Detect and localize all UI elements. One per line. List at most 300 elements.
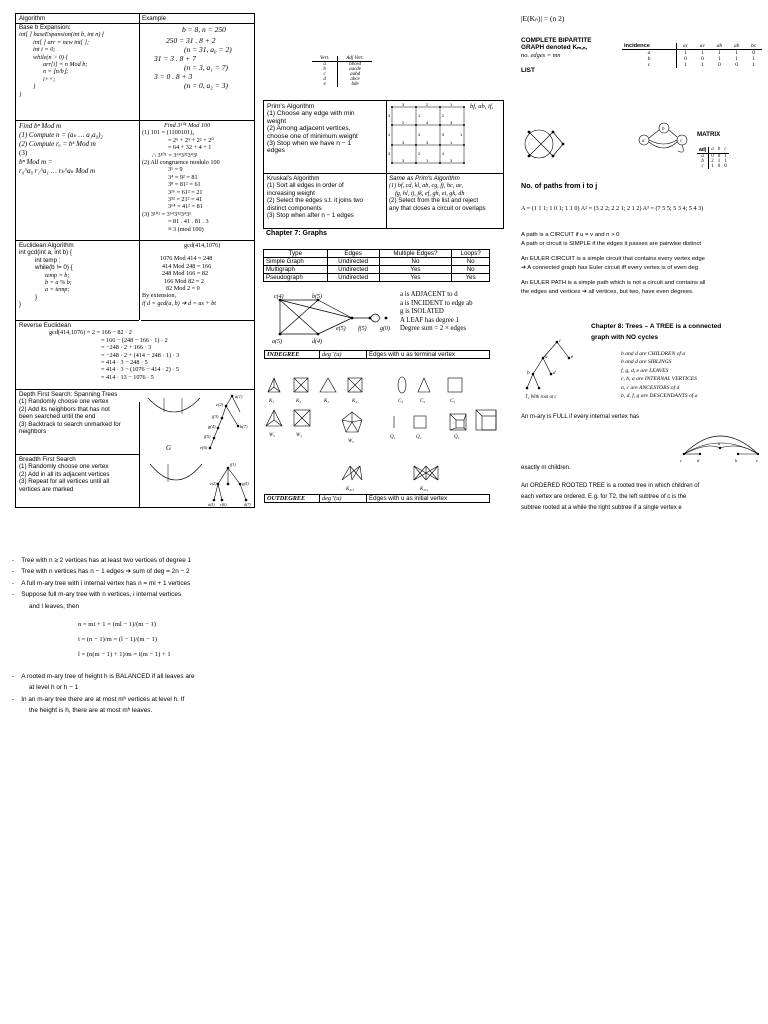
svg-text:a: a — [545, 355, 548, 360]
incidence-cell: 0 — [718, 62, 721, 68]
base-b-example — [154, 24, 254, 90]
dfs-title: Depth First Search: Spanning Trees — [19, 391, 118, 398]
col-example: Example — [142, 15, 167, 22]
base-b-title: Base b Expansion: — [19, 24, 71, 31]
formula-line: n = mi + 1 = (ml − 1)/(m − 1) — [78, 621, 156, 628]
example-line: gcd(414,1076) — [184, 242, 221, 249]
edge-count-formula: |E(Kₙ)| = (n 2) — [521, 14, 565, 23]
step-line: (2) Select the edges s.t. it joins two — [267, 197, 363, 205]
definition-line: A path or circuit is SIMPLE if the edges it passes are pairwise distinct — [521, 241, 702, 247]
step-line: (2) Add in all its adjacent vertices — [19, 470, 110, 478]
svg-text:e(2): e(2) — [216, 402, 224, 407]
fact-line: b and d are SIBLINGS — [621, 359, 672, 366]
svg-text:f(5): f(5) — [204, 434, 211, 439]
graph-name: K₃ — [324, 399, 330, 404]
adj-cell: aacde — [349, 67, 362, 72]
mst-box — [263, 100, 504, 229]
matrix-cell: 0 — [717, 164, 721, 169]
bipartite-diagram — [521, 122, 567, 170]
example-line: 166 Mod 82 = 2 — [164, 277, 204, 285]
paths-title: No. of paths from i to j — [521, 181, 598, 190]
bipartite-title: COMPLETE BIPARTITE — [521, 37, 592, 44]
bipartite-graph-line: GRAPH denoted Kₘ,ₙ, — [521, 44, 588, 52]
rev-line: = 166 − (248 − 166 · 1) · 2 — [101, 336, 168, 344]
step-line: (1) Sort all edges in order of — [267, 182, 344, 190]
bullet-text: at level h or h − 1 — [29, 684, 79, 692]
matrix-cell: 1 — [717, 159, 721, 164]
code-line: i++; — [43, 75, 56, 83]
code-line: n = ⌊n/b⌋; — [43, 68, 69, 76]
cell: Yes — [452, 274, 490, 282]
step-line: any that closes a circuit or overlaps — [389, 204, 486, 212]
example-line: (1) 101 = (1100101)₂ — [142, 129, 195, 137]
col-algorithm: Algorithm — [19, 15, 46, 22]
fact-line: f, g, d, e are LEAVES — [621, 367, 669, 374]
tree-formulas — [78, 617, 171, 662]
code-line: } — [19, 301, 22, 309]
code-line: arr[i] = n Mod b; — [43, 61, 88, 69]
dfs-graph-diagram — [144, 392, 252, 456]
adj-cell: bbced — [349, 62, 362, 67]
graph-name: W₃ — [269, 433, 275, 438]
incidence-header: ab — [711, 43, 728, 50]
example-line: 31 = 3 . 8 + 7 — [154, 54, 196, 63]
adjacency-matrix-table — [697, 147, 729, 169]
svg-text:2: 2 — [442, 113, 445, 118]
cell: Yes — [379, 266, 452, 274]
graph-name: C₄ — [420, 399, 426, 404]
example-line: 414 Mod 248 = 166 — [162, 262, 212, 270]
svg-text:b: b — [527, 371, 530, 376]
formula-line: l = (n(m − 1) + 1)/m = i(m − 1) + 1 — [78, 651, 171, 658]
step-line: weight — [267, 117, 287, 125]
bfs-section — [19, 456, 139, 493]
example-line: = 2⁶ + 2⁵ + 2² + 2⁰ — [168, 136, 214, 144]
fact-line: Degree sum = 2 × edges — [400, 325, 466, 333]
graph-name: K₂,₃ — [346, 487, 355, 492]
example-line: 248 Mod 166 = 82 — [162, 270, 209, 278]
vertex-label: e(5) — [336, 326, 346, 332]
example-line: 3⁸ = 81² = 61 — [168, 181, 201, 189]
tree-bullets-2 — [12, 671, 272, 717]
adjacency-list-table — [312, 56, 372, 87]
step-line: increasing weight — [267, 189, 315, 197]
svg-text:1: 1 — [460, 132, 463, 137]
graph-name: W₄ — [296, 433, 302, 438]
svg-text:e: e — [756, 458, 759, 463]
matrix-cell: a — [697, 154, 709, 160]
tree-bullets — [12, 555, 272, 612]
svg-text:3: 3 — [402, 103, 405, 107]
adj-cell: a — [312, 62, 338, 68]
svg-text:5: 5 — [442, 132, 445, 137]
adj-cell: c — [312, 72, 338, 77]
graph-name: C₃ — [398, 399, 404, 404]
cell: No — [452, 258, 490, 266]
definition-line: ➔ A connected graph has Euler circuit iff every vertex is of even deg — [521, 265, 699, 271]
incidence-cell: 1 — [735, 56, 739, 62]
vertex-label: f(5) — [358, 326, 367, 332]
step-line: r₀^a₀ r₁^a₁ … rₖ^aₖ Mod m — [19, 167, 96, 175]
example-line: = 81 . 41 . 81 . 3 — [168, 218, 209, 226]
svg-text:1: 1 — [426, 158, 429, 163]
rev-line: = −248 · 2 + (414 − 248 · 1) · 3 — [101, 351, 180, 359]
header-cell: Loops? — [452, 250, 490, 258]
bullet-text: In an m-ary tree there are at most mʰ vertices at level h. If — [21, 695, 185, 703]
svg-text:g(4): g(4) — [242, 481, 249, 486]
example-line: (3) 3¹⁰¹ = 3⁶⁴3³²3⁴3¹ — [142, 210, 192, 218]
svg-text:3: 3 — [450, 120, 453, 125]
incidence-cell: 1 — [701, 50, 704, 56]
modexp-title: Find bⁿ Mod m — [19, 122, 62, 130]
step-line: vertices are marked — [19, 485, 74, 493]
adj-cell: bde — [351, 82, 359, 87]
reverse-euclid-section — [19, 322, 251, 381]
chapter8-heading — [591, 321, 721, 343]
rev-line: = 414 · 3 − (1076 − 414 · 2) · 5 — [101, 366, 180, 374]
example-line: (n = 0, a₂ = 3) — [184, 81, 228, 90]
svg-text:3: 3 — [402, 140, 405, 145]
svg-text:3: 3 — [388, 113, 391, 118]
fact-line: b, d, f, g are DESCENDANTS of a — [621, 393, 698, 400]
ordered-line: each vertex are ordered. E.g. for T2, the left subtree of c is the — [521, 494, 687, 500]
step-line: (2) Among adjacent vertices, — [267, 125, 351, 133]
svg-text:3: 3 — [426, 140, 429, 145]
example-line: 3¹⁶ = 61² = 21 — [168, 188, 203, 196]
bfs-graph-diagram — [146, 458, 254, 508]
directed-multigraph-diagram — [630, 118, 694, 158]
same-title: Same as Prim's Algorithm — [389, 175, 460, 182]
graph-facts — [400, 291, 473, 334]
fact-line: a is ADJACENT to d — [400, 291, 458, 298]
step-line: (1) Compute n = (aₖ … a₁a₀)₂ — [19, 131, 103, 139]
example-line: ∴ 3¹⁰¹ = 3⁶⁴3³²3⁴3¹ — [152, 151, 198, 159]
svg-text:g(4): g(4) — [208, 424, 216, 429]
prim-title: Prim's Algorithm — [267, 103, 315, 110]
matrix-cell: 1 — [724, 159, 727, 164]
same-as-prim-section — [389, 175, 503, 212]
incidence-header: ac — [677, 43, 695, 50]
vertex-label: b(5) — [312, 294, 322, 300]
graph-name: Q₂ — [416, 435, 422, 440]
code-line: int i = 0; — [33, 46, 56, 54]
cell: No — [379, 258, 452, 266]
euclid-example — [142, 242, 254, 307]
svg-text:2: 2 — [402, 120, 405, 125]
matrix-header: b — [717, 147, 721, 152]
svg-text:1: 1 — [450, 140, 453, 145]
mary-full-line2: exactly m children. — [521, 465, 571, 471]
adj-cell: abce — [350, 77, 360, 82]
matrix-header: adj — [697, 147, 709, 154]
fact-line: a, c are ANCESTORS of d — [621, 384, 680, 391]
incidence-cell: c — [622, 62, 677, 68]
step-line: been searched until the end — [19, 413, 96, 421]
dfs-section — [19, 391, 139, 435]
ordered-line: An ORDERED ROOTED TREE is a rooted tree in which children of — [521, 483, 700, 489]
code-line: } — [19, 90, 22, 98]
code-line: while(b != 0) { — [35, 264, 73, 272]
bullet-text: A rooted m-ary tree of height h is BALANCED if all leaves are — [21, 673, 195, 680]
svg-text:b: b — [735, 458, 738, 463]
code-line: int gcd(int a, int b) { — [19, 249, 72, 257]
svg-text:e: e — [571, 355, 574, 360]
incidence-header: bc — [745, 43, 762, 50]
cell: Multigraph — [264, 266, 328, 274]
outdegree-symbol: deg⁺(u) — [320, 495, 367, 503]
adj-cell: aabd — [350, 72, 361, 77]
step-line: (3) Stop when we have n − 1 — [267, 140, 352, 148]
bullet-text: the height is h, there are at most mʰ leaves. — [29, 707, 153, 715]
mary-full-line1: An m-ary is FULL if every internal vertex has — [521, 414, 640, 420]
kruskal-section — [267, 175, 385, 219]
indegree-desc: Edges with u as terminal vertex — [367, 351, 490, 359]
fact-line: a is INCIDENT to edge ab — [400, 299, 473, 307]
bullet-item: - Suppose full m-ary tree with n vertices, i internal vertices — [12, 591, 182, 599]
vertex-label: g(0) — [380, 326, 390, 332]
svg-text:c: c — [680, 139, 683, 144]
header-cell: Multiple Edges? — [379, 250, 452, 258]
incidence-header: ab — [728, 43, 745, 50]
cell: No — [452, 266, 490, 274]
incidence-header: ac — [694, 43, 711, 50]
step-line: bⁿ Mod m = — [19, 158, 53, 166]
tree-caption: T₂ With root at c — [525, 395, 557, 400]
incidence-cell: 0 — [752, 50, 756, 56]
bullet-item: - A full m-ary tree with i internal vertex has n = mi + 1 vertices — [12, 579, 191, 587]
incidence-cell: 1 — [752, 56, 756, 62]
svg-text:c: c — [559, 339, 562, 344]
rev-line: = 414 · 3 − 248 · 5 — [101, 359, 148, 367]
example-line: if d = gcd(a, b) ➔ d = as + bt — [142, 299, 216, 307]
adj-cell: b — [312, 67, 338, 72]
svg-text:3: 3 — [450, 158, 453, 163]
matrix-cell: b — [697, 159, 709, 164]
step-line: distinct components — [267, 204, 322, 212]
example-line: By extension, — [142, 292, 177, 300]
base-b-section — [19, 24, 137, 98]
mary-tree-diagram — [680, 418, 764, 466]
step-line: choose one of minimum weight — [267, 132, 358, 140]
incidence-cell: 1 — [684, 62, 687, 68]
example-line: (n = 31, a₀ = 2) — [184, 45, 232, 54]
definition-line: An EULER PATH is a simple path which is not a circuit and contains all — [521, 280, 706, 286]
cell: Pseudograph — [264, 274, 328, 282]
matrix-cell: 1 — [711, 164, 714, 169]
step-line: (2) Add its neighbors that has not — [19, 405, 110, 413]
step-line: (1) Choose any edge with min — [267, 110, 355, 118]
definition-line: An EULER CIRCUIT is a simple circuit that contains every vertex edge — [521, 256, 705, 262]
rev-line: = −248 · 2 + 166 · 3 — [101, 344, 152, 352]
step-line: (1) bf, cd, kl, ab, cg, fj, bc, ae, — [389, 182, 464, 190]
step-line: (1) Randomly choose one vertex — [19, 398, 109, 406]
bipartite-section — [521, 37, 592, 75]
rev-line: gcd(414,1076) = 2 = 166 − 82 · 2 — [49, 329, 132, 337]
incidence-cell: a — [622, 50, 677, 57]
matrix-header: a — [709, 147, 716, 154]
svg-text:b: b — [662, 127, 665, 132]
chapter7-heading: Chapter 7: Graphs — [266, 230, 328, 237]
bullet-text: Tree with n vertices has n − 1 edges ➔ sum of deg = 2n − 2 — [21, 568, 190, 576]
cell: Yes — [379, 274, 452, 282]
col-vert: Vert. — [312, 56, 338, 62]
example-line: ≡ 3 (mod 100) — [168, 225, 204, 233]
example-line: 3 = 0 . 8 + 3 — [154, 72, 193, 81]
ordered-tree-text — [521, 481, 766, 514]
svg-text:f(3): f(3) — [212, 414, 219, 419]
svg-text:e(6): e(6) — [200, 445, 208, 450]
kruskal-title: Kruskal's Algorithm — [267, 175, 320, 182]
matrix-cell: 0 — [724, 164, 727, 169]
svg-text:a: a — [718, 441, 721, 446]
incidence-cell: b — [622, 56, 677, 62]
degree-example-graph — [266, 290, 396, 346]
adj-cell: d — [312, 77, 338, 82]
example-line: 1076 Mod 414 = 248 — [160, 255, 213, 263]
step-line: (3) — [19, 149, 28, 157]
bullet-text: and l leaves, then — [29, 602, 80, 610]
svg-text:4: 4 — [426, 120, 429, 125]
step-line: neighbors — [19, 428, 47, 436]
graph-name: K₃,₃ — [420, 487, 429, 492]
example-line: 82 Mod 2 = 0 — [166, 285, 200, 293]
step-line: (3) Repeat for all vertices until all — [19, 478, 110, 486]
example-line: 250 = 31 . 8 + 2 — [166, 36, 216, 45]
incidence-cell: 0 — [684, 56, 687, 62]
example-line: 3³² = 21² = 41 — [168, 196, 203, 204]
graph-name: Q₃ — [454, 435, 460, 440]
ordered-line: subtree rooted at a while the right subtree if a single vertex e — [521, 505, 682, 511]
incidence-cell: 1 — [735, 50, 739, 56]
code-line: } — [35, 293, 38, 301]
graph-name: K₂ — [296, 399, 302, 404]
step-line: (2) Compute rₐ = bᵏ Mod m — [19, 140, 96, 148]
code-line: int[ ] arr = new int[ ]; — [33, 38, 90, 46]
step-line: (2) Select from the list and reject — [389, 197, 479, 205]
modexp-example — [142, 122, 252, 233]
svg-text:4: 4 — [388, 132, 391, 137]
algorithm-table — [15, 13, 255, 508]
incidence-cell: 0 — [701, 56, 704, 62]
outdegree-table — [264, 494, 490, 503]
svg-text:a(1): a(1) — [235, 394, 243, 399]
incidence-cell: 0 — [735, 62, 739, 68]
svg-text:c(6): c(6) — [220, 502, 227, 507]
example-line: 3⁶⁴ = 41² = 81 — [168, 203, 203, 211]
svg-text:d(7): d(7) — [244, 502, 251, 507]
step-line: (3) Backtrack to search unmarked for — [19, 420, 121, 428]
code-line: int temp ; — [35, 256, 61, 264]
incidence-header: incidence — [622, 43, 677, 50]
code-line: int[ ] baseExpansion(int b, int n) { — [19, 31, 105, 39]
svg-text:2: 2 — [426, 103, 429, 107]
graph-name: C₅ — [450, 399, 456, 404]
svg-text:2: 2 — [418, 151, 421, 156]
graph-name: Q₁ — [390, 435, 396, 440]
bullet-item: - Tree with n ≥ 2 vertices has at least two vertices of degree 1 — [12, 557, 192, 564]
svg-text:b(7): b(7) — [240, 424, 248, 429]
svg-text:3: 3 — [388, 151, 391, 156]
fact-line: b and d are CHILDREN of a — [621, 351, 686, 357]
matrix-label: MATRIX — [697, 131, 721, 138]
svg-text:a: a — [642, 139, 645, 144]
indegree-label: INDEGREE — [265, 351, 320, 359]
example-line: 3¹ = 9 — [168, 166, 183, 174]
euclid-title: Euclidean Algorithm — [19, 242, 74, 249]
prim-edge-list: bf, ab, if, — [470, 103, 494, 110]
header-cell: Edges — [327, 250, 379, 258]
cell: Simple Graph — [264, 258, 328, 266]
code-line: a = temp; — [45, 286, 70, 294]
definition-line: A path is a CIRCUIT if u = v and n > 0 — [521, 232, 620, 238]
code-line: } — [33, 83, 36, 91]
svg-text:c: c — [680, 458, 683, 463]
named-graphs-diagram — [264, 370, 502, 492]
example-line: b = 8, n = 250 — [182, 25, 226, 34]
indegree-table — [264, 350, 490, 359]
incidence-cell: 1 — [752, 62, 756, 68]
svg-text:3: 3 — [418, 132, 421, 137]
bullet-item: - A rooted m-ary tree of height h is BALANCED if all leaves are — [12, 673, 195, 680]
svg-text:3: 3 — [402, 158, 405, 163]
definition-line: the edges and vertices ➔ all vertices, but two, have even degrees. — [521, 289, 694, 295]
prim-section — [267, 103, 385, 155]
outdegree-label: OUTDEGREE — [265, 495, 320, 503]
reverse-euclid-title: Reverse Euclidean — [19, 322, 71, 329]
matrix-cell: 2 — [711, 159, 714, 164]
col-adj-vert: Adj Vert. — [338, 56, 372, 62]
cell: Undirected — [327, 274, 379, 282]
fact-line: c, b, a are INTERNAL VERTICES — [621, 376, 697, 383]
code-line: while(n > 0) { — [33, 53, 69, 61]
incidence-cell: 1 — [684, 50, 687, 56]
cell: Undirected — [327, 258, 379, 266]
fact-line: g is ISOLATED — [400, 308, 444, 316]
graph-types-table — [263, 249, 490, 282]
bullet-text: A full m-ary tree with i internal vertex has n = mi + 1 vertices — [21, 579, 191, 587]
step-line: (1) Randomly choose one vertex — [19, 463, 109, 471]
rev-line: = 414 · 13 − 1076 · 5 — [101, 373, 154, 381]
matrix-header: c — [722, 147, 729, 154]
bfs-title: Breadth First Search — [19, 456, 76, 463]
list-label: LIST — [521, 67, 535, 75]
path-definitions — [521, 231, 766, 297]
chapter8-title2: graph with NO cycles — [591, 334, 659, 341]
code-line: temp = b; — [45, 271, 70, 279]
vertex-label: d(4) — [312, 339, 322, 345]
graph-name: K₁ — [269, 399, 275, 404]
svg-text:d: d — [553, 371, 556, 376]
example-line: (2) All congruence modulo 100 — [142, 159, 220, 167]
incidence-cell: 1 — [701, 62, 704, 68]
matrix-cell: 0 — [717, 154, 721, 159]
svg-text:a(5): a(5) — [208, 502, 215, 507]
fact-line: A LEAF has degree 1 — [400, 316, 459, 324]
vertex-label: c(4) — [274, 294, 284, 300]
example-line: = 64 + 32 + 4 + 1 — [168, 144, 212, 152]
bullet-text: Suppose full m-ary tree with n vertices, i internal vertices — [21, 591, 182, 599]
svg-text:1: 1 — [418, 113, 421, 118]
matrix-powers-formula: A = (1 1 1; 1 0 1; 1 1 0) A² = (3 2 2; 2 2 1; 2 1 2) A³ = (7 5 5; 5 3 4; 5 4 3) — [521, 205, 704, 212]
indegree-symbol: deg⁻(u) — [320, 351, 367, 359]
svg-text:f(1): f(1) — [230, 462, 236, 467]
modexp-section — [19, 122, 137, 176]
step-line: edges — [267, 147, 285, 155]
step-line: (3) Stop when after n − 1 edges — [267, 212, 354, 220]
bullet-item: - Tree with n vertices has n − 1 edges ➔ sum of deg = 2n − 2 — [12, 568, 190, 576]
bullet-text: Tree with n ≥ 2 vertices has at least two vertices of degree 1 — [21, 557, 192, 564]
svg-text:d: d — [697, 458, 700, 463]
